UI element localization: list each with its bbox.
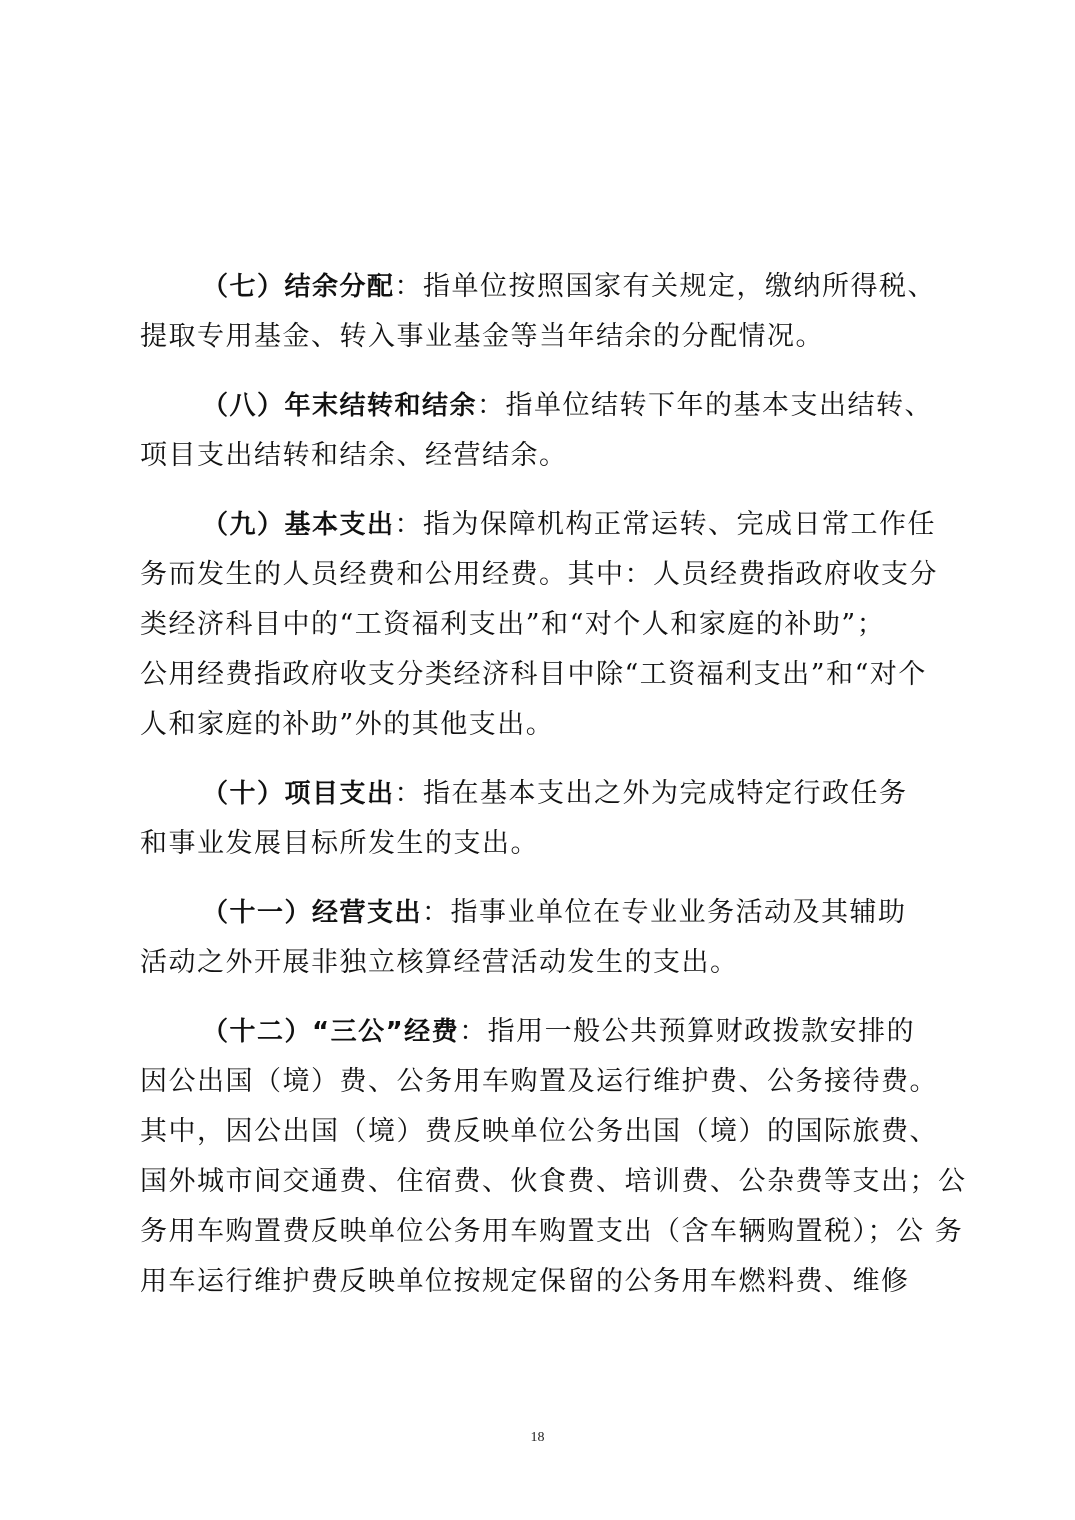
paragraph-line: ：指在基本支出之外为完成特定行政任务 xyxy=(394,778,908,809)
page-number: 18 xyxy=(530,1430,545,1445)
term-heading: （十一）经营支出 xyxy=(202,898,423,928)
document-body xyxy=(140,262,967,1326)
paragraph-operating-expenditure xyxy=(140,888,952,988)
paragraph-line: 其中，因公出国（境）费反映单位公务出国（境）的国际旅费、 xyxy=(140,1116,938,1147)
paragraph-line: ：指事业单位在专业业务活动及其辅助 xyxy=(422,897,907,928)
paragraph-project-expenditure xyxy=(140,769,952,869)
paragraph-line: 项目支出结转和结余、经营结余。 xyxy=(140,440,568,471)
term-heading: （十）项目支出 xyxy=(202,779,395,809)
paragraph-line: ：指为保障机构正常运转、完成日常工作任 xyxy=(394,509,937,540)
paragraph-line: 用车运行维护费反映单位按规定保留的公务用车燃料费、维修 xyxy=(140,1266,910,1297)
paragraph-surplus-distribution xyxy=(140,262,952,362)
paragraph-line: 活动之外开展非独立核算经营活动发生的支出。 xyxy=(140,947,739,978)
paragraph-line: 务用车购置费反映单位公务用车购置支出（含车辆购置税）；公 务 xyxy=(140,1216,964,1247)
term-heading: （九）基本支出 xyxy=(202,510,395,540)
paragraph-line: 类经济科目中的“工资福利支出”和“对个人和家庭的补助”； xyxy=(140,609,886,640)
paragraph-line: 公用经费指政府收支分类经济科目中除“工资福利支出”和“对个 xyxy=(140,659,927,690)
paragraph-year-end-carryover xyxy=(140,381,952,481)
term-heading: （十二）“三公”经费 xyxy=(202,1017,460,1047)
paragraph-line: 国外城市间交通费、住宿费、伙食费、培训费、公杂费等支出；公 xyxy=(140,1166,967,1197)
paragraph-line: ：指单位按照国家有关规定，缴纳所得税、 xyxy=(394,271,937,302)
paragraph-line: 因公出国（境）费、公务用车购置及运行维护费、公务接待费。 xyxy=(140,1066,938,1097)
paragraph-line: 人和家庭的补助”外的其他支出。 xyxy=(140,709,555,740)
paragraph-line: ：指用一般公共预算财政拨款安排的 xyxy=(459,1016,916,1047)
term-heading: （八）年末结转和结余 xyxy=(202,391,478,421)
term-heading: （七）结余分配 xyxy=(202,272,395,302)
paragraph-line: ：指单位结转下年的基本支出结转、 xyxy=(477,390,934,421)
paragraph-line: 务而发生的人员经费和公用经费。其中：人员经费指政府收支分 xyxy=(140,559,938,590)
paragraph-line: 和事业发展目标所发生的支出。 xyxy=(140,828,539,859)
paragraph-line: 提取专用基金、转入事业基金等当年结余的分配情况。 xyxy=(140,321,824,352)
paragraph-basic-expenditure xyxy=(140,500,952,750)
paragraph-three-public-expenses xyxy=(140,1007,967,1307)
